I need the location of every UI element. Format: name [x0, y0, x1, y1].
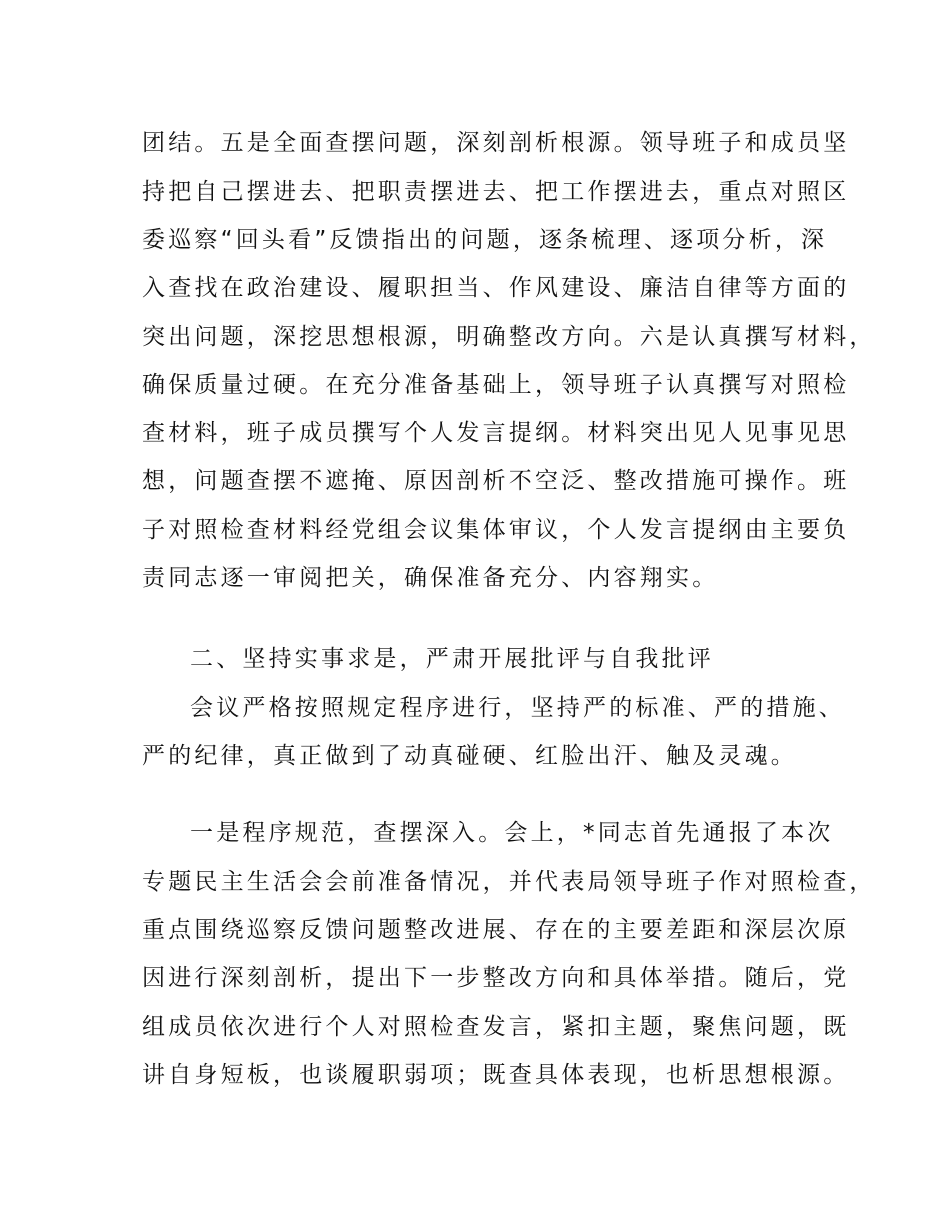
- body-line-7: 查材料，班子成员撰写个人发言提纲。材料突出见人见事见思: [142, 420, 850, 446]
- body-line-15: 专题民主生活会会前准备情况，并代表局领导班子作对照检查，: [142, 869, 876, 895]
- body-line-10: 责同志逐一审阅把关，确保准备充分、内容翔实。: [142, 565, 719, 591]
- body-line-5: 突出问题，深挖思想根源，明确整改方向。六是认真撰写材料，: [142, 324, 876, 350]
- body-line-14: 一是程序规范，查摆深入。会上，*同志首先通报了本次: [190, 820, 834, 846]
- body-line-16: 重点围绕巡察反馈问题整改进展、存在的主要差距和深层次原: [142, 917, 850, 943]
- body-line-9: 子对照检查材料经党组会议集体审议，个人发言提纲由主要负: [142, 517, 850, 543]
- body-line-17: 因进行深刻剖析，提出下一步整改方向和具体举措。随后，党: [142, 965, 850, 991]
- body-line-1: 团结。五是全面查摆问题，深刻剖析根源。领导班子和成员坚: [142, 130, 850, 156]
- body-line-8: 想，问题查摆不遮掩、原因剖析不空泛、整改措施可操作。班: [142, 468, 850, 494]
- body-line-6: 确保质量过硬。在充分准备基础上，领导班子认真撰写对照检: [142, 372, 850, 398]
- body-line-13: 严的纪律，真正做到了动真碰硬、红脸出汗、触及灵魂。: [142, 743, 797, 769]
- body-line-19: 讲自身短板，也谈履职弱项；既查具体表现，也析思想根源。: [142, 1062, 850, 1088]
- body-line-2: 持把自己摆进去、把职责摆进去、把工作摆进去，重点对照区: [142, 179, 850, 205]
- body-line-4: 入查找在政治建设、履职担当、作风建设、廉洁自律等方面的: [142, 275, 850, 301]
- body-line-18: 组成员依次进行个人对照检查发言，紧扣主题，聚焦问题，既: [142, 1014, 850, 1040]
- body-line-12: 会议严格按照规定程序进行，坚持严的标准、严的措施、: [190, 695, 845, 721]
- section-heading: 二、坚持实事求是，严肃开展批评与自我批评: [190, 646, 714, 672]
- body-line-3: 委巡察“回头看”反馈指出的问题，逐条梳理、逐项分析，深: [142, 227, 828, 253]
